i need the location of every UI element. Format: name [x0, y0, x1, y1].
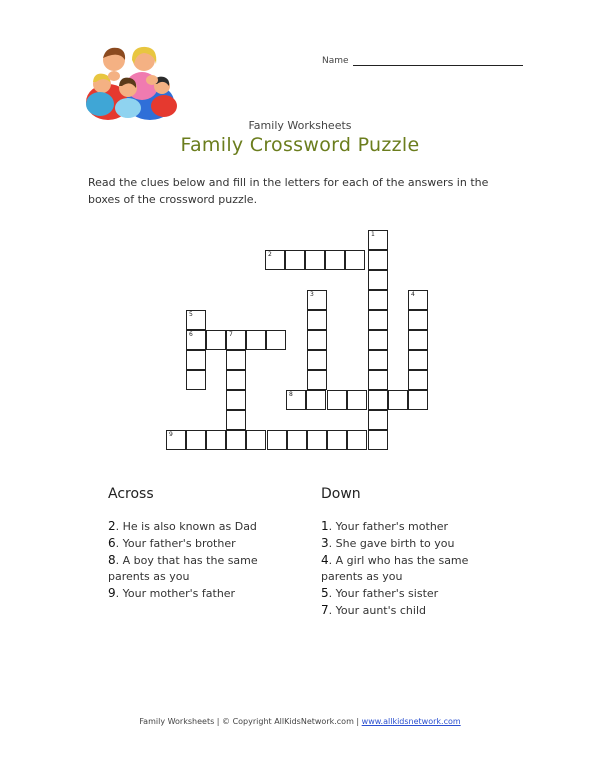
clue-text: She gave birth to you	[335, 537, 455, 550]
down-clue: 1. Your father's mother	[321, 519, 449, 533]
crossword-cell[interactable]	[285, 250, 305, 270]
clue-text: Your father's sister	[335, 587, 439, 600]
crossword-cell[interactable]	[246, 330, 266, 350]
crossword-cell[interactable]	[408, 350, 428, 370]
crossword-cell[interactable]	[287, 430, 307, 450]
crossword-cell[interactable]	[368, 250, 388, 270]
clue-number: 7	[229, 331, 233, 338]
across-clue-list	[108, 518, 278, 602]
crossword-cell[interactable]	[226, 330, 246, 350]
down-clue: 7. Your aunt's child	[321, 603, 426, 617]
clue-num: 5	[321, 586, 329, 600]
crossword-cell[interactable]	[206, 430, 226, 450]
down-clue: 4. A girl who has the same parents as you	[321, 553, 469, 583]
crossword-cell[interactable]	[408, 290, 428, 310]
crossword-cell[interactable]	[246, 430, 266, 450]
clue-number: 3	[310, 291, 314, 298]
crossword-cell[interactable]	[368, 430, 388, 450]
crossword-cell[interactable]	[267, 430, 287, 450]
clue-num: 2	[108, 519, 116, 533]
crossword-cell[interactable]	[186, 350, 206, 370]
page-footer	[0, 717, 600, 726]
crossword-cell[interactable]	[307, 430, 327, 450]
clue-num: 8	[108, 553, 116, 567]
clue-text: Your father's brother	[122, 537, 236, 550]
name-field	[322, 56, 523, 66]
across-clue: 9. Your mother's father	[108, 586, 236, 600]
crossword-cell[interactable]	[368, 310, 388, 330]
across-clue: 2. He is also known as Dad	[108, 519, 257, 533]
clue-number: 9	[169, 431, 173, 438]
crossword-cell[interactable]	[186, 370, 206, 390]
clue-number: 4	[411, 291, 415, 298]
clue-number: 6	[189, 331, 193, 338]
crossword-cell[interactable]	[327, 390, 347, 410]
crossword-cell[interactable]	[347, 390, 367, 410]
crossword-cell[interactable]	[368, 230, 388, 250]
clue-number: 5	[189, 311, 193, 318]
page-subtitle: Family Worksheets	[248, 119, 352, 132]
down-clue-list	[321, 518, 496, 619]
crossword-cell[interactable]	[166, 430, 186, 450]
crossword-cell[interactable]	[265, 250, 285, 270]
clue-number: 8	[289, 391, 293, 398]
clue-text: Your aunt's child	[335, 604, 426, 617]
clue-num: 6	[108, 536, 116, 550]
crossword-cell[interactable]	[226, 370, 246, 390]
crossword-cell[interactable]	[307, 370, 327, 390]
crossword-cell[interactable]	[325, 250, 345, 270]
clue-text: He is also known as Dad	[122, 520, 257, 533]
crossword-cell[interactable]	[206, 330, 226, 350]
down-clue: 3. She gave birth to you	[321, 536, 455, 550]
crossword-cell[interactable]	[368, 270, 388, 290]
down-heading: Down	[321, 486, 361, 502]
crossword-cell[interactable]	[305, 250, 325, 270]
crossword-cell[interactable]	[327, 430, 347, 450]
crossword-cell[interactable]	[347, 430, 367, 450]
crossword-cell[interactable]	[388, 390, 408, 410]
crossword-cell[interactable]	[186, 430, 206, 450]
family-illustration	[78, 42, 182, 120]
crossword-cell[interactable]	[307, 290, 327, 310]
crossword-cell[interactable]	[186, 330, 206, 350]
crossword-cell[interactable]	[368, 350, 388, 370]
crossword-cell[interactable]	[368, 330, 388, 350]
crossword-cell[interactable]	[368, 370, 388, 390]
crossword-cell[interactable]	[408, 370, 428, 390]
across-clue: 6. Your father's brother	[108, 536, 236, 550]
crossword-cell[interactable]	[408, 390, 428, 410]
clue-text: Your father's mother	[335, 520, 449, 533]
clue-num: 9	[108, 586, 116, 600]
crossword-cell[interactable]	[307, 310, 327, 330]
across-heading: Across	[108, 486, 154, 502]
across-clue: 8. A boy that has the same parents as you	[108, 553, 258, 583]
crossword-cell[interactable]	[368, 410, 388, 430]
crossword-cell[interactable]	[307, 350, 327, 370]
crossword-cell[interactable]	[186, 310, 206, 330]
crossword-cell[interactable]	[307, 330, 327, 350]
name-line[interactable]	[353, 57, 523, 66]
clue-number: 2	[268, 251, 272, 258]
clue-text: A girl who has the same parents as you	[321, 554, 469, 583]
crossword-cell[interactable]	[286, 390, 306, 410]
crossword-cell[interactable]	[266, 330, 286, 350]
clue-num: 7	[321, 603, 329, 617]
down-clue: 5. Your father's sister	[321, 586, 439, 600]
clue-text: A boy that has the same parents as you	[108, 554, 258, 583]
crossword-cell[interactable]	[408, 310, 428, 330]
clue-num: 1	[321, 519, 329, 533]
name-label: Name	[322, 56, 349, 66]
clue-number: 1	[371, 231, 375, 238]
crossword-cell[interactable]	[226, 390, 246, 410]
clue-num: 4	[321, 553, 329, 567]
crossword-cell[interactable]	[345, 250, 365, 270]
clue-num: 3	[321, 536, 329, 550]
crossword-cell[interactable]	[226, 430, 246, 450]
footer-link[interactable]: www.allkidsnetwork.com	[361, 717, 461, 726]
crossword-cell[interactable]	[368, 290, 388, 310]
crossword-cell[interactable]	[226, 350, 246, 370]
crossword-cell[interactable]	[408, 330, 428, 350]
crossword-cell[interactable]	[368, 390, 388, 410]
crossword-cell[interactable]	[306, 390, 326, 410]
clue-text: Your mother's father	[122, 587, 236, 600]
instructions-text: Read the clues below and fill in the letters for each of the answers in the boxes of the crossword puzzle.	[88, 176, 489, 206]
page-title: Family Crossword Puzzle	[180, 134, 420, 156]
footer-copyright: Family Worksheets | © Copyright AllKidsNetwork.com |	[139, 717, 362, 726]
crossword-cell[interactable]	[226, 410, 246, 430]
